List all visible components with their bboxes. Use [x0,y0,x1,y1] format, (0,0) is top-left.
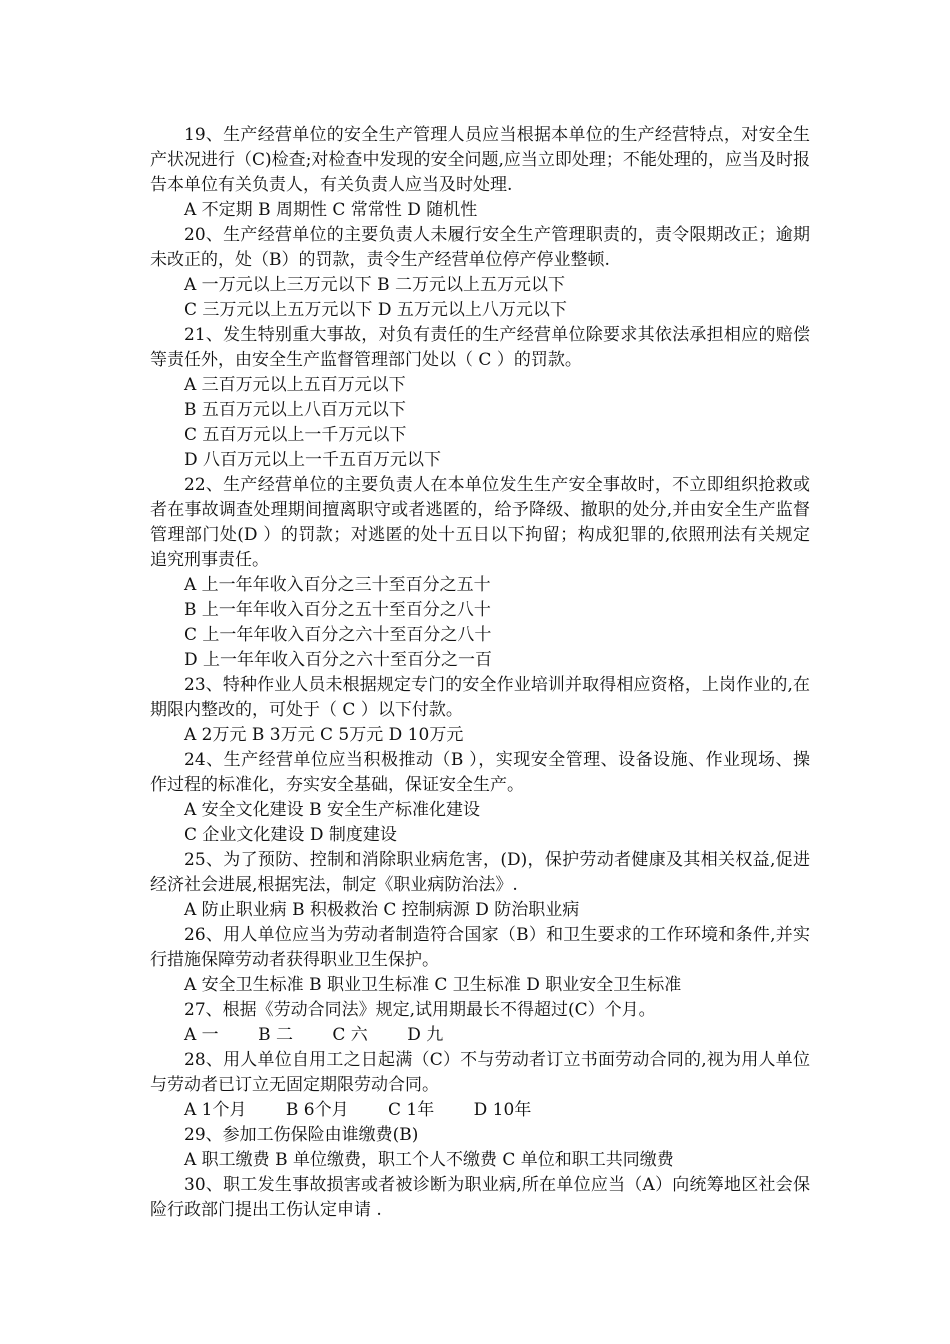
document-body [150,123,810,1223]
question-30: 30、职工发生事故损害或者被诊断为职业病,所在单位应当（A）向统筹地区社会保险行政部门提出工伤认定申请 . [150,1175,810,1220]
question-29: 29、参加工伤保险由谁缴费(B) [184,1125,419,1145]
options-26: A 安全卫生标准 B 职业卫生标准 C 卫生标准 D 职业安全卫生标准 [184,975,682,995]
option-22-b: B 上一年年收入百分之五十至百分之八十 [184,600,491,620]
options-19: A 不定期 B 周期性 C 常常性 D 随机性 [184,200,478,220]
options-24-cd: C 企业文化建设 D 制度建设 [184,825,397,845]
question-27: 27、根据《劳动合同法》规定,试用期最长不得超过(C）个月。 [184,1000,656,1020]
options-27: A 一 B 二 C 六 D 九 [184,1025,444,1045]
question-22: 22、生产经营单位的主要负责人在本单位发生生产安全事故时，不立即组织抢救或者在事故调查处理期间擅离职守或者逃匿的，给予降级、撤职的处分,并由安全生产监督管理部门处(D ）的罚款；对逃匿的处十五日以下拘留；构成犯罪的,依照刑法有关规定追究刑事责任。 [150,475,810,570]
options-25: A 防止职业病 B 积极救治 C 控制病源 D 防治职业病 [184,900,580,920]
question-25: 25、为了预防、控制和消除职业病危害，(D)，保护劳动者健康及其相关权益,促进经济社会进展,根据宪法，制定《职业病防治法》. [150,850,810,895]
question-28: 28、用人单位自用工之日起满（C）不与劳动者订立书面劳动合同的,视为用人单位与劳动者已订立无固定期限劳动合同。 [150,1050,810,1095]
question-24: 24、生产经营单位应当积极推动（B ），实现安全管理、设备设施、作业现场、操作过程的标准化，夯实安全基础，保证安全生产。 [150,750,810,795]
options-29: A 职工缴费 B 单位缴费，职工个人不缴费 C 单位和职工共同缴费 [184,1150,674,1170]
question-23: 23、特种作业人员未根据规定专门的安全作业培训并取得相应资格，上岗作业的,在期限内整改的，可处于（ C ）以下付款。 [150,675,810,720]
options-20-cd: C 三万元以上五万元以下 D 五万元以上八万元以下 [184,300,567,320]
question-20: 20、生产经营单位的主要负责人未履行安全生产管理职责的，责令限期改正；逾期未改正的，处（B）的罚款，责令生产经营单位停产停业整顿. [150,225,810,270]
options-23: A 2万元 B 3万元 C 5万元 D 10万元 [184,725,464,745]
option-22-a: A 上一年年收入百分之三十至百分之五十 [184,575,491,595]
options-28: A 1个月 B 6个月 C 1年 D 10年 [184,1100,532,1120]
question-19: 19、生产经营单位的安全生产管理人员应当根据本单位的生产经营特点，对安全生产状况进行（C)检查;对检查中发现的安全问题,应当立即处理；不能处理的，应当及时报告本单位有关负责人，有关负责人应当及时处理. [150,125,810,195]
option-21-c: C 五百万元以上一千万元以下 [184,425,407,445]
option-21-d: D 八百万元以上一千五百万元以下 [184,450,442,470]
option-22-d: D 上一年年收入百分之六十至百分之一百 [184,650,493,670]
options-20-ab: A 一万元以上三万元以下 B 二万元以上五万元以下 [184,275,565,295]
option-22-c: C 上一年年收入百分之六十至百分之八十 [184,625,492,645]
options-24-ab: A 安全文化建设 B 安全生产标准化建设 [184,800,480,820]
question-26: 26、用人单位应当为劳动者制造符合国家（B）和卫生要求的工作环境和条件,并实行措施保障劳动者获得职业卫生保护。 [150,925,810,970]
option-21-a: A 三百万元以上五百万元以下 [184,375,406,395]
question-21: 21、发生特别重大事故，对负有责任的生产经营单位除要求其依法承担相应的赔偿等责任外，由安全生产监督管理部门处以（ C ）的罚款。 [150,325,810,370]
option-21-b: B 五百万元以上八百万元以下 [184,400,406,420]
